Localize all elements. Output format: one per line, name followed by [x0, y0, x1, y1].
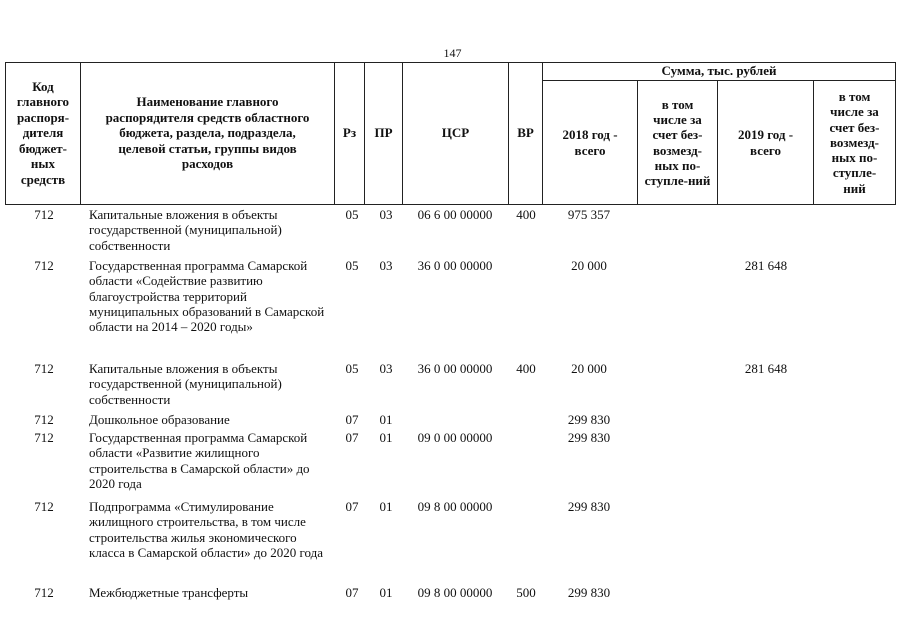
header-pr: [364, 62, 402, 205]
header-rz: [334, 62, 364, 205]
page-number: 147: [443, 46, 462, 60]
header-name: [80, 62, 334, 205]
row-code: 712: [34, 361, 54, 376]
header-pr-label: ПР: [374, 125, 393, 141]
header-2018-total-label: 2018 год - всего: [562, 127, 618, 158]
row-sum-2019: 281 648: [744, 258, 788, 273]
row-sum-2018: 299 830: [567, 499, 611, 514]
header-2019-total-label: 2019 год - всего: [737, 127, 794, 158]
row-rz: 07: [345, 412, 359, 427]
row-sum-2018: 299 830: [567, 430, 611, 445]
row-code: 712: [34, 412, 54, 427]
header-2019-gratis: [813, 81, 896, 205]
header-vr: [508, 62, 542, 205]
header-sum-group: Сумма, тыс. рублей: [542, 62, 896, 81]
row-csr: 36 0 00 00000: [417, 258, 493, 273]
row-name: Государственная программа Самарской области «Развитие жилищного строительства в Самарской области» до 2020 года: [89, 430, 310, 491]
row-sum-2019: 281 648: [744, 361, 788, 376]
row-sum-2018: 20 000: [571, 258, 607, 273]
header-csr: [402, 62, 508, 205]
row-pr: 03: [379, 207, 393, 222]
header-2019-gratis-label: в том числе за счет без-возмезд-ных по-ступле-ний: [829, 89, 880, 196]
row-rz: 05: [345, 361, 359, 376]
row-vr: 400: [516, 207, 536, 222]
row-name: Государственная программа Самарской области «Содействие развитию благоустройства территорий муниципальных образований в Самарской области на 2014 – 2020 годы»: [89, 258, 325, 335]
row-vr: 500: [516, 585, 536, 600]
row-sum-2018: 299 830: [567, 412, 611, 427]
row-vr: 400: [516, 361, 536, 376]
header-2018-gratis: [637, 81, 717, 205]
row-sum-2018: 299 830: [567, 585, 611, 600]
row-rz: 07: [345, 585, 359, 600]
row-code: 712: [34, 585, 54, 600]
row-rz: 07: [345, 430, 359, 445]
row-name: Капитальные вложения в объекты государственной (муниципальной) собственности: [89, 207, 282, 253]
row-sum-2018: 20 000: [571, 361, 607, 376]
row-pr: 01: [379, 430, 393, 445]
row-pr: 01: [379, 499, 393, 514]
row-csr: 09 8 00 00000: [417, 499, 493, 514]
header-code: [5, 62, 80, 205]
row-pr: 03: [379, 361, 393, 376]
header-code-label: Код главного распоря-дителя бюджет-ных средств: [16, 78, 70, 187]
header-2018-total: [542, 81, 637, 205]
header-2019-total: [717, 81, 813, 205]
row-sum-2018: 975 357: [567, 207, 611, 222]
row-code: 712: [34, 207, 54, 222]
header-name-label: Наименование главного распорядителя средств областного бюджета, раздела, подраздела, целевой статьи, группы видов расходов: [105, 94, 310, 172]
header-rz-label: Рз: [342, 125, 357, 141]
row-csr: 09 8 00 00000: [417, 585, 493, 600]
row-csr: 06 6 00 00000: [417, 207, 493, 222]
row-name: Подпрограмма «Стимулирование жилищного строительства, в том числе строительства жилья экономического класса в Самарской области» до 2020 года: [89, 499, 323, 560]
header-2018-gratis-label: в том числе за счет без-возмезд-ных по-ступле-ний: [644, 96, 711, 188]
row-pr: 01: [379, 585, 393, 600]
header-vr-label: ВР: [517, 125, 534, 141]
row-rz: 07: [345, 499, 359, 514]
row-name: Межбюджетные трансферты: [89, 585, 249, 600]
header-csr-label: ЦСР: [441, 125, 470, 141]
row-csr: 09 0 00 00000: [417, 430, 493, 445]
row-rz: 05: [345, 207, 359, 222]
row-name: Дошкольное образование: [89, 412, 230, 427]
row-code: 712: [34, 430, 54, 445]
row-rz: 05: [345, 258, 359, 273]
row-csr: 36 0 00 00000: [417, 361, 493, 376]
row-code: 712: [34, 499, 54, 514]
row-code: 712: [34, 258, 54, 273]
row-pr: 01: [379, 412, 393, 427]
row-name: Капитальные вложения в объекты государственной (муниципальной) собственности: [89, 361, 282, 407]
row-pr: 03: [379, 258, 393, 273]
